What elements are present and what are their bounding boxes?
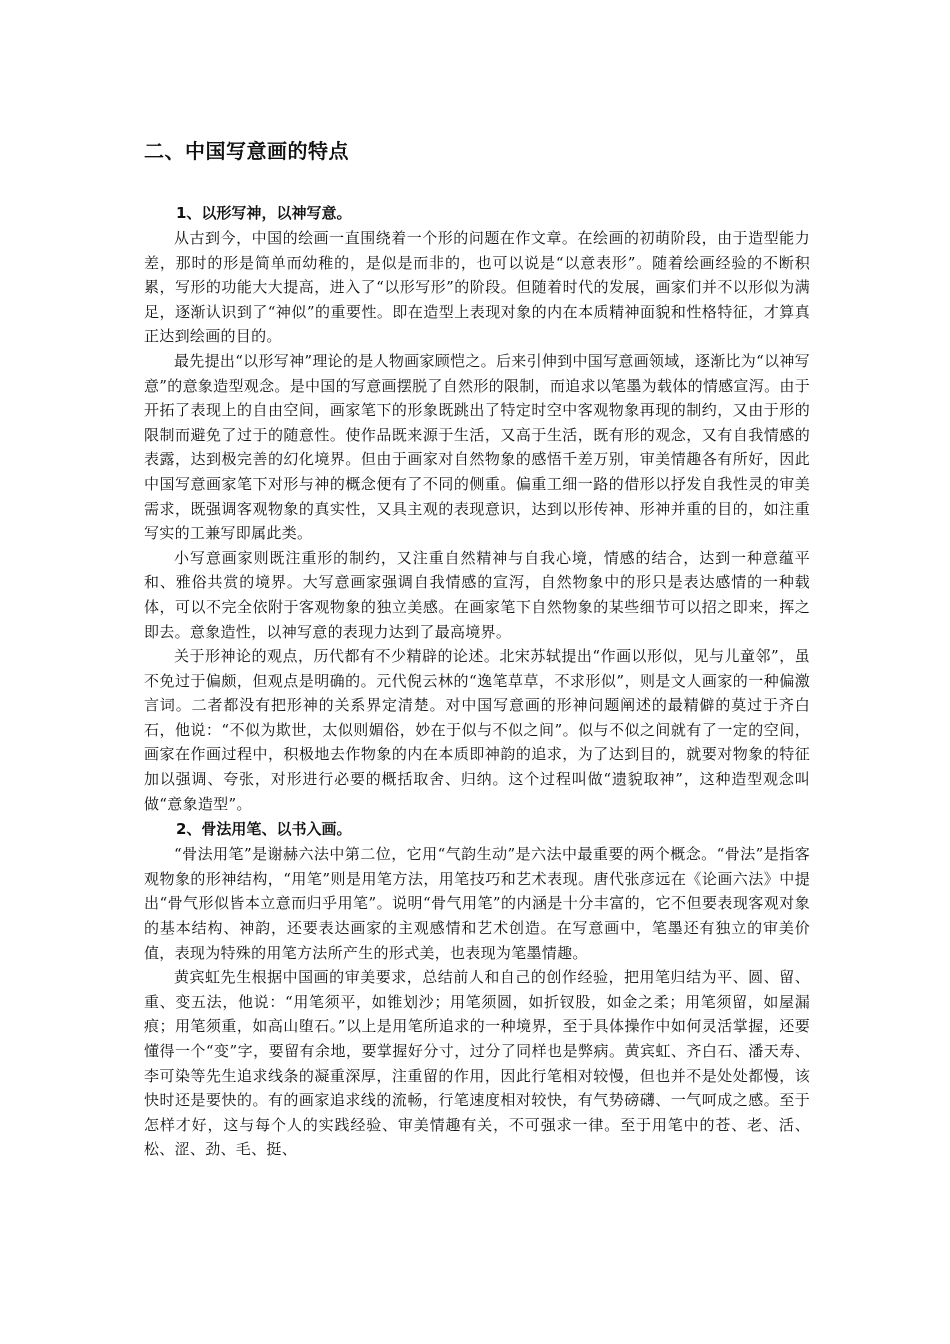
paragraph: 最先提出“以形写神”理论的是人物画家顾恺之。后来引伸到中国写意画领域，逐渐比为“以神写意”的意象造型观念。是中国的写意画摆脱了自然形的限制，而追求以笔墨为载体的情感宣泻。由于开拓了表现上的自由空间，画家笔下的形象既跳出了特定时空中客观物象再现的制约，又由于形的限制而避免了过于的随意性。使作品既来源于生活，又高于生活，既有形的观念，又有自我情感的表露，达到极完善的幻化境界。但由于画家对自然物象的感悟千差万别，审美情趣各有所好，因此中国写意画家笔下对形与神的概念便有了不同的侧重。偏重工细一路的借形以抒发自我性灵的审美需求，既强调客观物象的真实性，又具主观的表现意识，达到以形传神、形神并重的目的，如注重写实的工兼写即属此类。 [144,351,810,543]
paragraph: 从古到今，中国的绘画一直围绕着一个形的问题在作文章。在绘画的初萌阶段，由于造型能力差，那时的形是简单而幼稚的，是似是而非的，也可以说是“以意表形”。随着绘画经验的不断积累，写形的功能大大提高，进入了“以形写形”的阶段。但随着时代的发展，画家们并不以形似为满足，逐渐认识到了“神似”的重要性。即在造型上表现对象的内在本质精神面貌和性格特征，才算真正达到绘画的目的。 [144,229,810,346]
paragraph: 关于形神论的观点，历代都有不少精辟的论述。北宋苏轼提出“作画以形似，见与儿童邻”，虽不免过于偏颇，但观点是明确的。元代倪云林的“逸笔草草，不求形似”，则是文人画家的一种偏激言词。二者都没有把形神的关系界定清楚。对中国写意画的形神问题阐述的最精僻的莫过于齐白石，他说：“不似为欺世，太似则媚俗，妙在于似与不似之间”。似与不似之间就有了一定的空间，画家在作画过程中，积极地去作物象的内在本质即神韵的追求，为了达到目的，就要对物象的特征加以强调、夸张，对形进行必要的概括取舍、归纳。这个过程叫做“遗貌取神”，这种造型观念叫做“意象造型”。 [144,647,810,813]
paragraph: “骨法用笔”是谢赫六法中第二位，它用“气韵生动”是六法中最重要的两个概念。“骨法”是指客观物象的形神结构，“用笔”则是用笔方法，用笔技巧和艺术表现。唐代张彦远在《论画六法》中提出“骨气形似皆本立意而归乎用笔”。说明“骨气用笔”的内涵是十分丰富的，它不但要表现客观对象的基本结构、神韵，还要表达画家的主观感情和艺术创造。在写意画中，笔墨还有独立的审美价值，表现为特殊的用笔方法所产生的形式美，也表现为笔墨情趣。 [144,845,810,962]
page-title: 二、中国写意画的特点 [144,139,349,163]
document-body [144,136,810,1162]
paragraph: 小写意画家则既注重形的制约，又注重自然精神与自我心境，情感的结合，达到一种意蕴平和、雅俗共赏的境界。大写意画家强调自我情感的宣泻，自然物象中的形只是表达感情的一种载体，可以不完全依附于客观物象的独立美感。在画家笔下自然物象的某些细节可以招之即来，挥之即去。意象造性，以神写意的表现力达到了最高境界。 [144,548,810,641]
section-heading-2: 2、骨法用笔、以书入画。 [176,820,352,839]
paragraph: 黄宾虹先生根据中国画的审美要求，总结前人和自己的创作经验，把用笔归结为平、圆、留、重、变五法，他说：“用笔须平，如锥划沙；用笔须圆，如折钗股，如金之柔；用笔须留，如屋漏痕；用笔须重，如高山堕石。”以上是用笔所追求的一种境界，至于具体操作中如何灵活掌握，还要懂得一个“变”字，要留有余地，要掌握好分寸，过分了同样也是弊病。黄宾虹、齐白石、潘天寿、李可染等先生追求线条的凝重深厚，注重留的作用，因此行笔相对较慢，但也并不是处处都慢，该快时还是要快的。有的画家追求线的流畅，行笔速度相对较快，有气势磅礴、一气呵成之感。至于怎样才好，这与每个人的实践经验、审美情趣有关，不可强求一律。至于用笔中的苍、老、活、松、涩、劲、毛、挺、 [144,968,810,1159]
section-heading-1: 1、以形写神，以神写意。 [176,204,352,222]
